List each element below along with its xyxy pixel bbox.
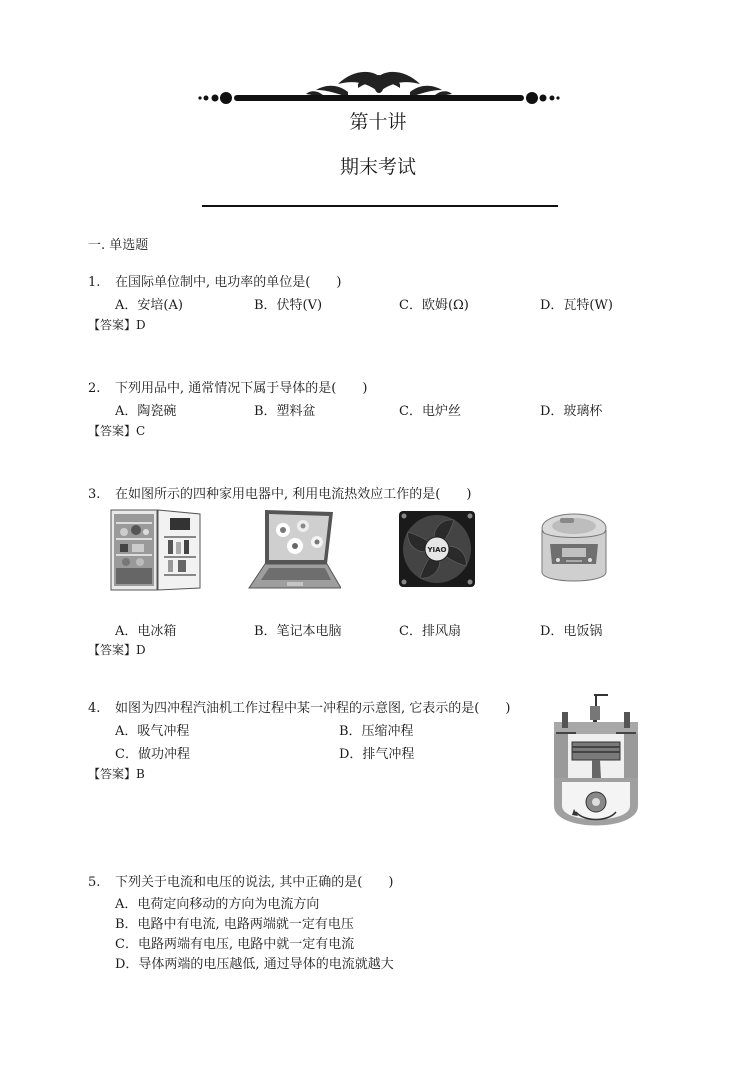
question-stem: 下列关于电流和电压的说法, 其中正确的是( ) [115,875,394,890]
rice-cooker-icon [538,510,610,588]
question-number: 5. [88,875,101,890]
option-a: A．陶瓷碗 [115,404,177,419]
option-b: B．压缩冲程 [339,724,414,739]
option-b: B．塑料盆 [254,404,316,419]
answer-label: 【答案】C [88,424,146,438]
option-a: A．电荷定向移动的方向为电流方向 [115,897,320,912]
option-a: A．吸气冲程 [115,724,190,739]
option-a: A．电冰箱 [115,624,177,639]
option-b: B．笔记本电脑 [254,624,342,639]
option-c: C．做功冲程 [115,747,190,762]
option-b: B．伏特(V) [254,298,323,313]
question-number: 2. [88,381,101,396]
option-c: C．欧姆(Ω) [399,298,469,313]
lecture-number: 第十讲 [349,111,407,133]
option-c: C．电炉丝 [399,404,461,419]
option-d: D．导体两端的电压越低, 通过导体的电流就越大 [115,957,394,972]
option-c: C．排风扇 [399,624,461,639]
option-d: D．玻璃杯 [540,404,603,419]
question-stem: 如图为四冲程汽油机工作过程中某一冲程的示意图, 它表示的是( ) [115,701,511,716]
exhaust-fan-icon [398,510,476,588]
question-stem: 在国际单位制中, 电功率的单位是( ) [115,275,342,290]
leaf-ornament-icon [306,72,452,98]
section-label: 一. 单选题 [88,238,149,253]
answer-label: 【答案】D [88,643,146,657]
option-d: D．瓦特(W) [540,298,613,313]
page-title: 期末考试 [339,156,416,178]
question-number: 1. [88,275,101,290]
option-a: A．安培(A) [115,298,183,313]
laptop-icon [247,508,341,592]
answer-label: 【答案】D [88,318,146,332]
option-c: C．电路两端有电压, 电路中就一定有电流 [115,937,355,952]
question-stem: 在如图所示的四种家用电器中, 利用电流热效应工作的是( ) [115,487,472,502]
refrigerator-icon [110,508,202,592]
question-number: 4. [88,701,101,716]
question-number: 3. [88,487,101,502]
option-d: D．电饭锅 [540,624,603,639]
engine-cylinder-icon [548,694,644,836]
answer-label: 【答案】B [88,767,145,781]
question-stem: 下列用品中, 通常情况下属于导体的是( ) [115,381,368,396]
header-ornament [198,70,560,110]
fan-logo: YIAO [427,546,447,554]
title-divider [202,205,558,207]
option-b: B．电路中有电流, 电路两端就一定有电压 [115,917,354,932]
option-d: D．排气冲程 [339,747,415,762]
